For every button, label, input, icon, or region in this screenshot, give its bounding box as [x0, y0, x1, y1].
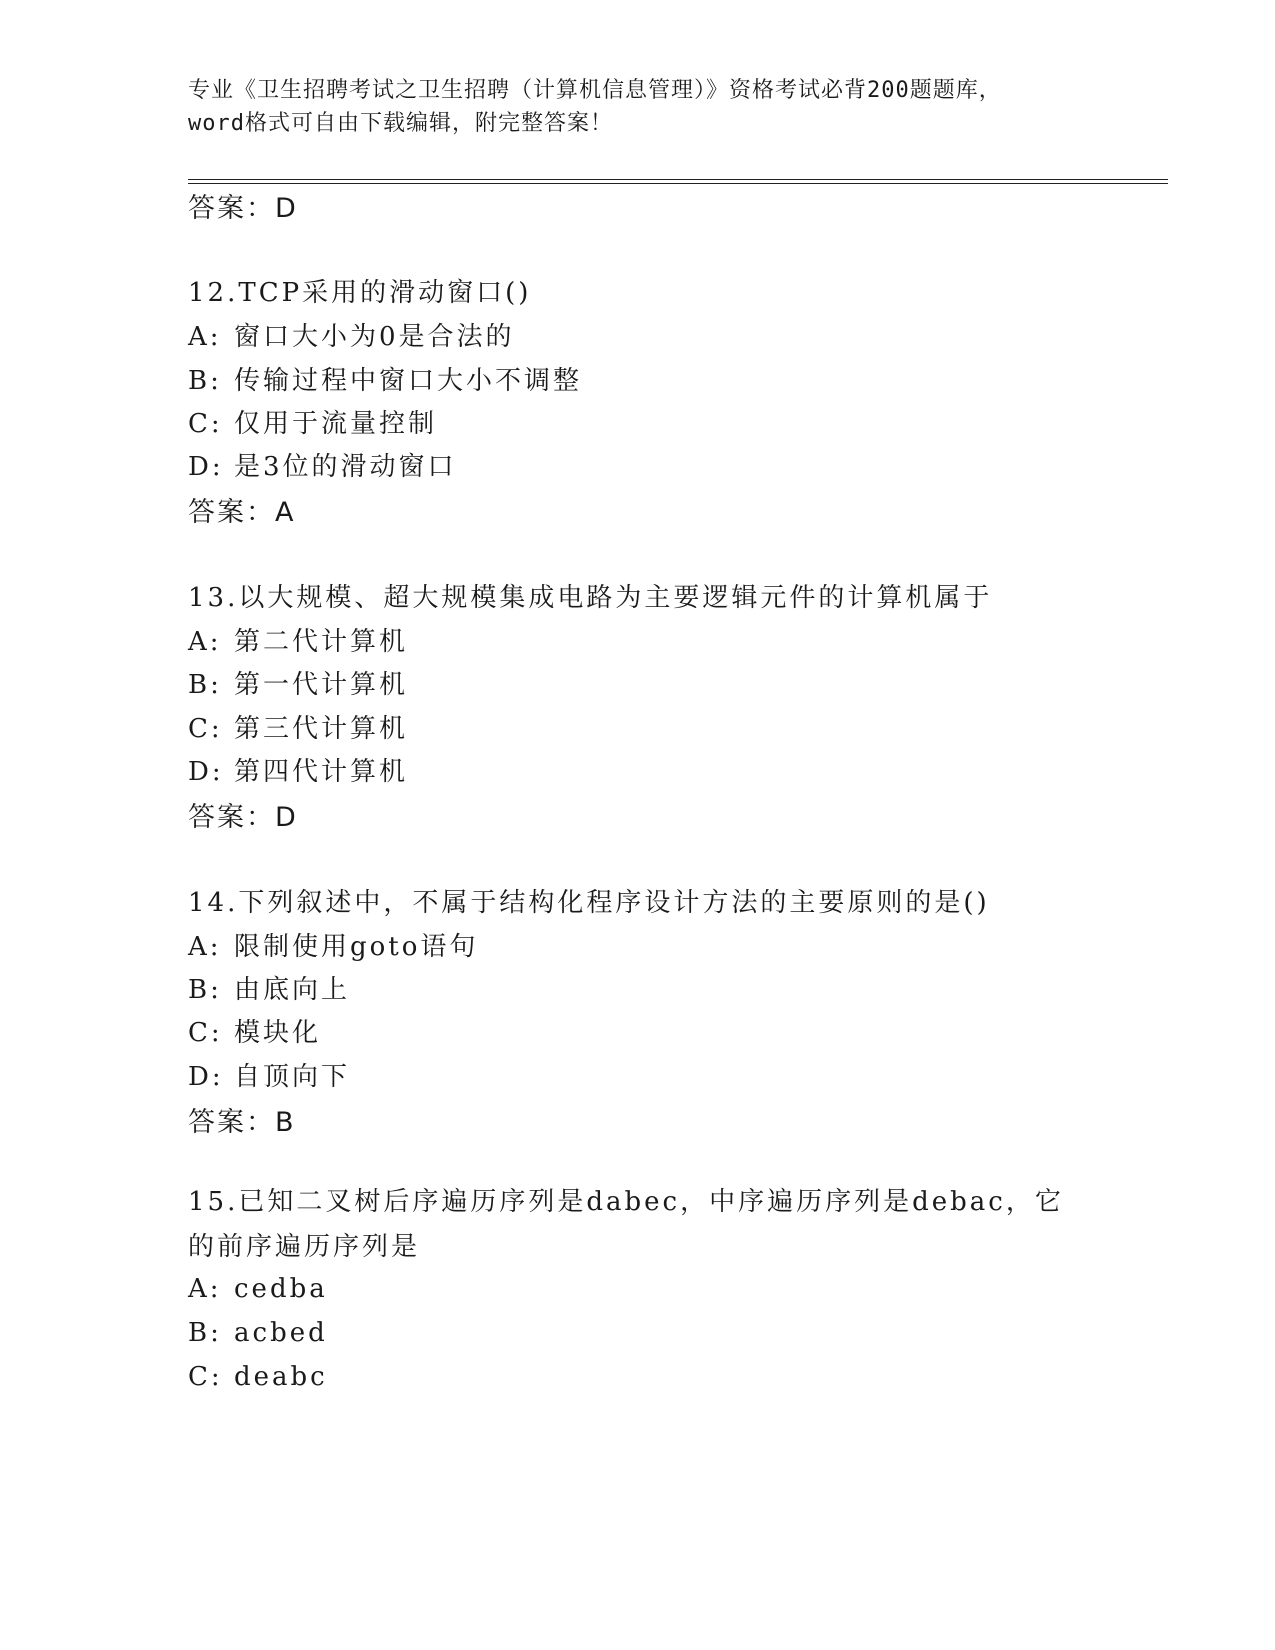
- question-12-option-b: [188, 360, 582, 397]
- question-13-option-d: [188, 751, 408, 788]
- header-line-2: word格式可自由下载编辑，附完整答案！: [188, 111, 613, 136]
- question-13-title: 13.以大规模、超大规模集成电路为主要逻辑元件的计算机属于: [188, 583, 993, 613]
- question-14-option-c: [188, 1012, 321, 1049]
- option-text: cedba: [234, 1274, 328, 1304]
- header-line-1: 专业《卫生招聘考试之卫生招聘（计算机信息管理）》资格考试必背200题题库，: [188, 78, 1002, 103]
- option-text: 仅用于流量控制: [234, 409, 438, 439]
- question-12-option-a: [188, 316, 515, 353]
- option-letter: B:: [188, 1318, 222, 1348]
- header-divider: [188, 179, 1168, 184]
- option-text: 第一代计算机: [234, 670, 409, 700]
- option-text: 是3位的滑动窗口: [234, 452, 457, 482]
- option-text: 第三代计算机: [234, 714, 409, 744]
- option-letter: C:: [188, 409, 223, 439]
- question-13-answer: 答案：D: [188, 802, 298, 833]
- option-letter: C:: [188, 1362, 223, 1392]
- question-12-option-d: [188, 446, 457, 483]
- option-text: 第二代计算机: [234, 627, 409, 657]
- option-text: 限制使用goto语句: [234, 932, 479, 962]
- option-text: 传输过程中窗口大小不调整: [234, 366, 583, 396]
- option-letter: D:: [188, 757, 224, 787]
- option-letter: C:: [188, 714, 223, 744]
- option-letter: A:: [188, 627, 222, 657]
- option-text: 由底向上: [234, 975, 351, 1005]
- previous-answer: 答案：D: [188, 193, 298, 224]
- option-letter: D:: [188, 1062, 224, 1092]
- question-15-option-a: [188, 1274, 328, 1304]
- question-12-option-c: [188, 403, 437, 440]
- option-text: deabc: [234, 1362, 328, 1392]
- question-14-option-b: [188, 969, 350, 1006]
- option-letter: A:: [188, 1274, 222, 1304]
- option-text: 窗口大小为0是合法的: [234, 322, 515, 352]
- question-13-option-b: [188, 664, 408, 701]
- question-15-option-c: [188, 1362, 328, 1392]
- question-13-option-c: [188, 708, 408, 745]
- question-14-option-d: [188, 1056, 350, 1093]
- option-text: 自顶向下: [234, 1062, 351, 1092]
- question-15-option-b: [188, 1318, 328, 1348]
- option-letter: A:: [188, 322, 222, 352]
- option-letter: C:: [188, 1018, 223, 1048]
- question-14-title: 14.下列叙述中，不属于结构化程序设计方法的主要原则的是(): [188, 888, 990, 918]
- question-14-answer: 答案：B: [188, 1107, 296, 1138]
- question-13-option-a: [188, 621, 408, 658]
- document-header: [188, 74, 1088, 140]
- option-text: acbed: [234, 1318, 328, 1348]
- option-letter: D:: [188, 452, 224, 482]
- question-12-answer: 答案：A: [188, 497, 296, 528]
- question-14-option-a: [188, 926, 478, 963]
- option-text: 模块化: [234, 1018, 322, 1048]
- question-15-title: 15.已知二叉树后序遍历序列是dabec，中序遍历序列是debac，它的前序遍历序列是: [188, 1187, 1064, 1262]
- question-12-title: 12.TCP采用的滑动窗口(): [188, 278, 532, 308]
- option-letter: A:: [188, 932, 222, 962]
- option-letter: B:: [188, 975, 222, 1005]
- option-letter: B:: [188, 670, 222, 700]
- option-letter: B:: [188, 366, 222, 396]
- option-text: 第四代计算机: [234, 757, 409, 787]
